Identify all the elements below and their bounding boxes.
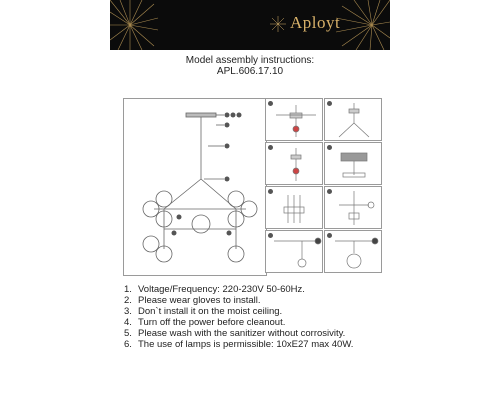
step-7-panel — [265, 230, 323, 273]
instruction-item: 5. Please wash with the sanitizer without corrosivity. — [124, 328, 346, 339]
instruction-item: 3. Don`t install it on the moist ceiling. — [124, 306, 283, 317]
step-6-panel — [324, 186, 382, 229]
brand-banner — [110, 0, 390, 50]
step-marker — [268, 145, 273, 150]
step-4-panel — [324, 142, 382, 185]
brand-logo: Aployt — [290, 13, 341, 32]
instruction-item: 6. The use of lamps is permissible: 10xE27 max 40W. — [124, 339, 354, 350]
step-2-panel — [324, 98, 382, 141]
model-number: APL.606.17.10 — [216, 66, 284, 77]
step-marker — [268, 101, 273, 106]
assembly-steps-grid — [265, 98, 382, 274]
step-5-panel — [265, 186, 323, 229]
step-1-panel — [265, 98, 323, 141]
chandelier-drawing — [124, 99, 266, 275]
sunburst-decoration — [110, 0, 390, 50]
step-marker — [327, 145, 332, 150]
step-marker — [327, 233, 332, 238]
step-marker — [268, 189, 273, 194]
instruction-item: 4. Turn off the power before cleanout. — [124, 317, 286, 328]
step-3-panel — [265, 142, 323, 185]
chandelier-diagram — [123, 98, 267, 276]
instruction-list — [124, 284, 353, 350]
instruction-item: 1. Voltage/Frequency: 220-230V 50-60Hz. — [124, 284, 305, 295]
instruction-item: 2. Please wear gloves to install. — [124, 295, 261, 306]
step-marker — [268, 233, 273, 238]
step-8-panel — [324, 230, 382, 273]
document-title: Model assembly instructions: — [185, 55, 315, 66]
step-marker — [327, 101, 332, 106]
step-marker — [327, 189, 332, 194]
